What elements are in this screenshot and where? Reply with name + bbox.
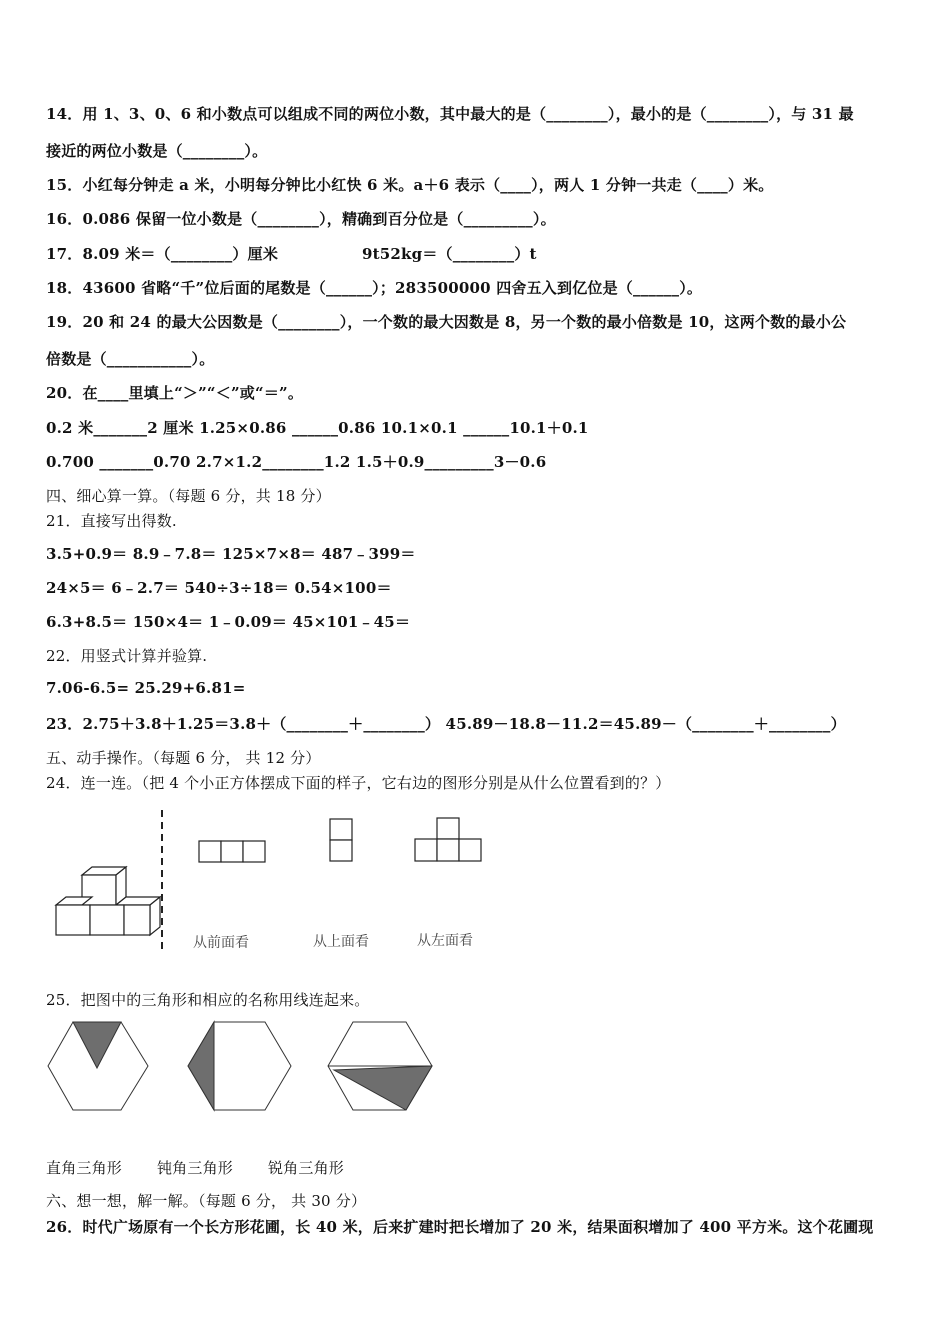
- q18: 18．43600 省略“千”位后面的尾数是（______）；283500000 四舍五入到亿位是（______）。: [46, 279, 703, 297]
- left-view: [415, 818, 481, 861]
- front-view: [199, 841, 265, 862]
- q20-row2: 0.700 _______0.70 2.7×1.2________1.2 1.5＋0.9_________3－0.6: [46, 453, 547, 471]
- view-label-front: 从前面看: [193, 935, 249, 951]
- q17-part2: 9t52kg＝（________）t: [362, 245, 537, 263]
- q21: 21．直接写出得数.: [46, 512, 177, 530]
- hexagon-2: [188, 1022, 291, 1110]
- q14-line1: 14．用 1、3、0、6 和小数点可以组成不同的两位小数，其中最大的是（________），最小的是（________），与 31 最: [46, 105, 854, 123]
- q21-row3: 6.3+8.5＝ 150×4＝ 1﹣0.09＝ 45×101﹣45＝: [46, 613, 411, 631]
- q26: 26．时代广场原有一个长方形花圃，长 40 米，后来扩建时把长增加了 20 米，结果面积增加了 400 平方米。这个花圃现: [46, 1218, 874, 1236]
- q20-row1: 0.2 米_______2 厘米 1.25×0.86 ______0.86 10.1×0.1 ______10.1＋0.1: [46, 419, 589, 437]
- triangle-name-obtuse: 钝角三角形: [156, 1159, 233, 1177]
- triangle-names-row: [46, 1157, 374, 1178]
- view-label-left: 从左面看: [417, 933, 473, 949]
- section-4-title: 四、细心算一算。（每题 6 分，共 18 分）: [46, 487, 331, 505]
- view-label-top: 从上面看: [313, 934, 369, 950]
- q19-line1: 19．20 和 24 的最大公因数是（________），一个数的最大因数是 8，另一个数的最小倍数是 10，这两个数的最小公: [46, 313, 847, 331]
- q21-row2: 24×5＝ 6﹣2.7＝ 540÷3÷18＝ 0.54×100＝: [46, 579, 392, 597]
- section-6-title: 六、想一想，解一解。（每题 6 分， 共 30 分）: [46, 1192, 367, 1210]
- q19-line2: 倍数是（___________）。: [46, 350, 215, 368]
- obtuse-triangle: [188, 1022, 214, 1110]
- hexagon-3: [328, 1022, 432, 1110]
- q14-line2: 接近的两位小数是（________）。: [46, 142, 268, 160]
- q25: 25．把图中的三角形和相应的名称用线连起来。: [46, 991, 370, 1009]
- q23: 23．2.75＋3.8＋1.25＝3.8＋（________＋________） 45.89－18.8－11.2＝45.89－（________＋________）: [46, 715, 846, 733]
- triangle-hexagons-figure: [46, 1018, 446, 1118]
- q16: 16．0.086 保留一位小数是（________），精确到百分位是（_________）。: [46, 210, 556, 228]
- cube-stack-drawing: [56, 867, 160, 935]
- q21-row1: 3.5+0.9＝ 8.9﹣7.8＝ 125×7×8＝ 487﹣399＝: [46, 545, 416, 563]
- triangle-name-acute: 锐角三角形: [267, 1159, 344, 1177]
- top-view: [330, 819, 352, 861]
- hexagon-1: [48, 1022, 148, 1110]
- q15: 15．小红每分钟走 a 米，小明每分钟比小红快 6 米。a＋6 表示（____），两人 1 分钟一共走（____）米。: [46, 176, 774, 194]
- triangle-name-right: 直角三角形: [46, 1159, 123, 1177]
- q22-row: 7.06-6.5= 25.29+6.81=: [46, 679, 246, 697]
- q20: 20．在____里填上“＞”“＜”或“＝”。: [46, 384, 304, 402]
- q17-part1: 17．8.09 米＝（________）厘米: [46, 245, 279, 263]
- section-5-title: 五、动手操作。（每题 6 分， 共 12 分）: [46, 749, 321, 767]
- q22: 22．用竖式计算并验算.: [46, 647, 208, 665]
- q24: 24．连一连。（把 4 个小正方体摆成下面的样子，它右边的图形分别是从什么位置看到的？）: [46, 774, 671, 792]
